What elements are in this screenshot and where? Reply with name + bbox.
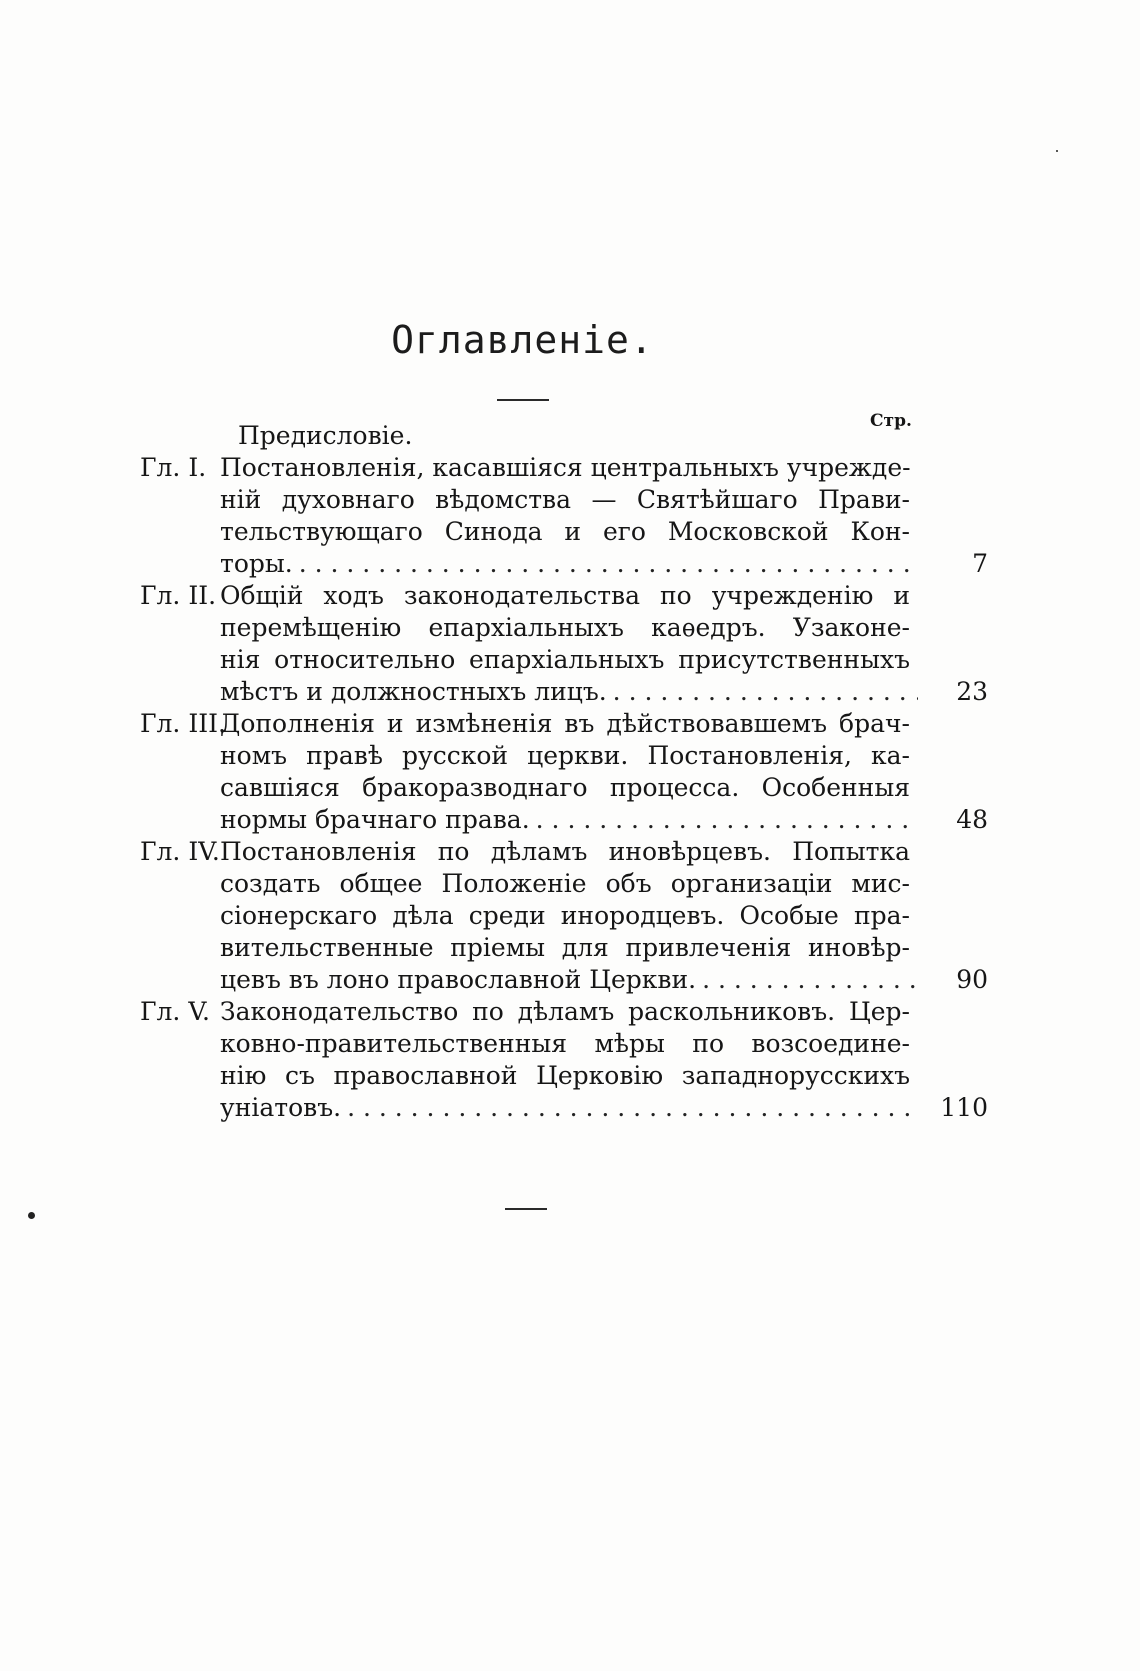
page-number: 110 <box>940 1093 988 1122</box>
chapter-title-line: уніатовъ. <box>220 1093 342 1122</box>
chapter-title-line: номъ правѣ русской церкви. Постановленія, ка- <box>220 741 910 770</box>
table-of-contents <box>140 420 988 1124</box>
dot-leader <box>299 548 918 580</box>
title-rule <box>497 399 549 401</box>
chapter-number: Гл. V. <box>140 997 210 1026</box>
chapter-title-line: Дополненія и измѣненія въ дѣйствовавшемъ брач- <box>220 709 910 738</box>
chapter-title-line: нормы брачнаго права. <box>220 805 530 834</box>
chapter-number: Гл. I. <box>140 453 207 482</box>
chapter-number: Гл. II. <box>140 581 217 610</box>
toc-last-line <box>220 804 988 836</box>
chapter-title-line: тельствующаго Синода и его Московской Кон- <box>220 517 910 546</box>
toc-last-line <box>220 548 988 580</box>
chapter-title-line: вительственные пріемы для привлеченія иновѣр- <box>220 933 910 962</box>
chapter-title <box>220 708 988 836</box>
toc-entry <box>140 452 988 580</box>
chapter-title-line: ковно-правительственныя мѣры по возсоедине- <box>220 1029 910 1058</box>
page-number: 90 <box>956 965 988 994</box>
chapter-title-line: савшіяся бракоразводнаго процесса. Особенныя <box>220 773 910 802</box>
chapter-title-line: перемѣщенію епархіальныхъ каѳедръ. Узаконе- <box>220 613 910 642</box>
dot-leader <box>702 964 918 996</box>
chapter-number: Гл. IV. <box>140 837 220 866</box>
chapter-title-line: создать общее Положеніе объ организаціи мис- <box>220 869 910 898</box>
scan-speck <box>28 1212 35 1219</box>
page-number: 7 <box>972 549 988 578</box>
toc-entry <box>140 996 988 1124</box>
scan-speck <box>1056 150 1058 152</box>
chapter-title <box>220 996 988 1124</box>
page-number: 23 <box>956 677 988 706</box>
chapter-title-line: ній духовнаго вѣдомства — Святѣйшаго Прави- <box>220 485 910 514</box>
chapter-title-line: нію съ православной Церковію западнорусскихъ <box>220 1061 910 1090</box>
toc-entry <box>140 708 988 836</box>
chapter-title-line: Предисловіе. <box>238 421 413 450</box>
chapter-title <box>220 580 988 708</box>
page-title: Оглавленіе. <box>391 318 654 362</box>
toc-entry <box>140 420 920 452</box>
toc-last-line <box>220 964 988 996</box>
dot-leader <box>536 804 918 836</box>
toc-last-line <box>220 676 988 708</box>
chapter-title <box>220 836 988 996</box>
page-number: 48 <box>956 805 988 834</box>
chapter-title-line: Постановленія по дѣламъ иновѣрцевъ. Попытка <box>220 837 910 866</box>
chapter-title-line: Постановленія, касавшіяся центральныхъ учрежде- <box>220 453 911 482</box>
chapter-title-line: мѣстъ и должностныхъ лицъ. <box>220 677 607 706</box>
toc-last-line <box>220 1092 988 1124</box>
dot-leader <box>613 676 918 708</box>
toc-entry <box>140 580 988 708</box>
chapter-title-line: торы. <box>220 549 293 578</box>
chapter-title-line: Законодательство по дѣламъ раскольниковъ. Цер- <box>220 997 910 1026</box>
toc-entry <box>140 836 988 996</box>
chapter-title-line: цевъ въ лоно православной Церкви. <box>220 965 697 994</box>
chapter-title-line: сіонерскаго дѣла среди инородцевъ. Особые пра- <box>220 901 910 930</box>
chapter-title-line: нія относительно епархіальныхъ присутственныхъ <box>220 645 910 674</box>
chapter-title <box>220 452 988 580</box>
chapter-title-line: Общій ходъ законодательства по учрежденію и <box>220 581 910 610</box>
end-rule <box>505 1208 547 1210</box>
chapter-number: Гл. III. <box>140 709 226 738</box>
page-column-label: Стр. <box>870 411 912 431</box>
dot-leader <box>347 1092 918 1124</box>
chapter-title <box>238 420 988 452</box>
